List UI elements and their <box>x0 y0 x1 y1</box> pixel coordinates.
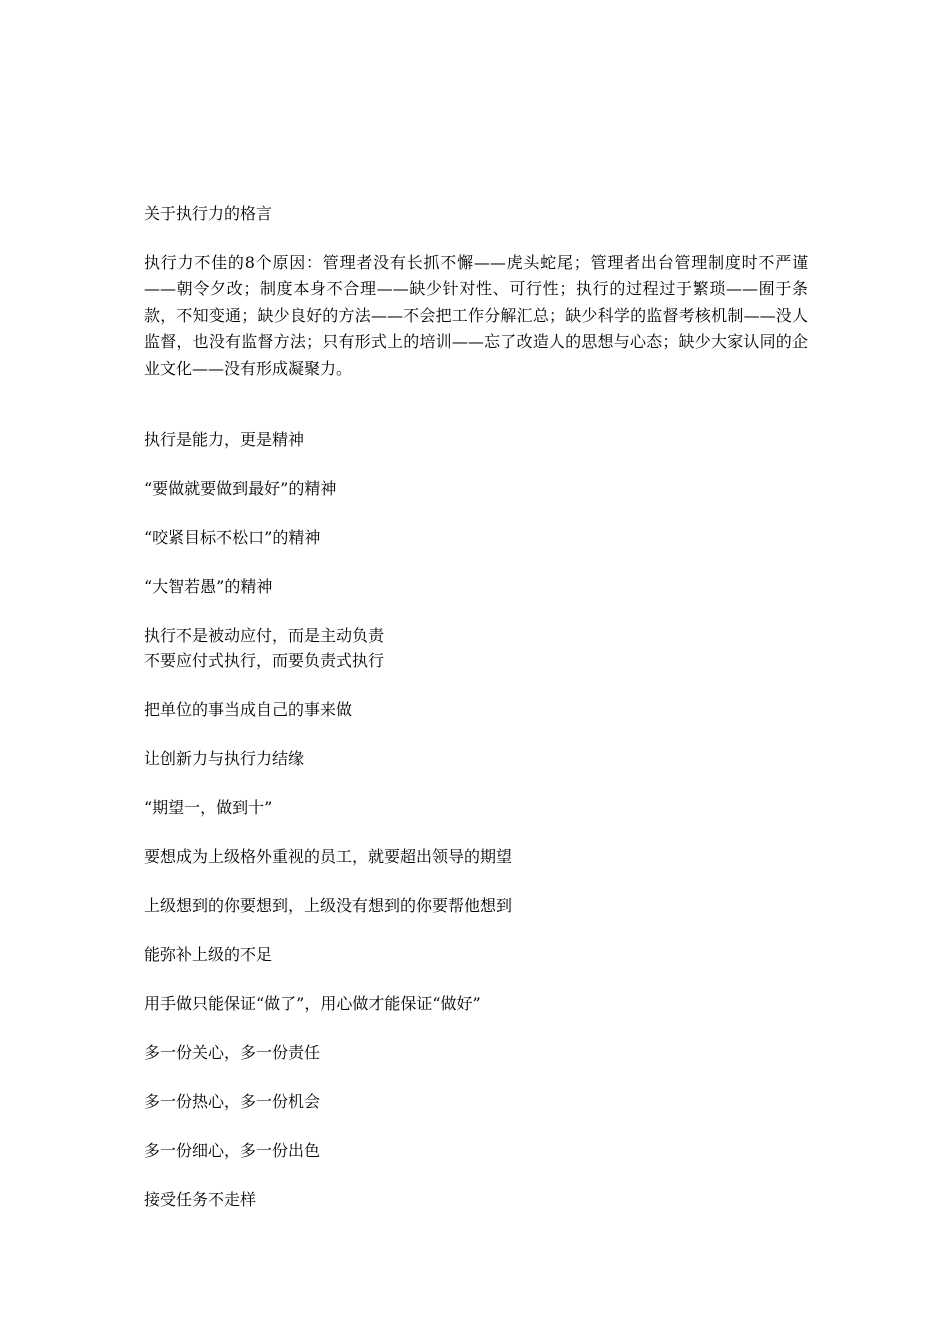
maxim-line: 多一份热心，多一份机会 <box>144 1092 321 1112</box>
document-body <box>144 201 808 1212</box>
maxim-line: 让创新力与执行力结缘 <box>144 749 305 769</box>
maxim-line: 执行是能力，更是精神 <box>144 430 305 450</box>
maxim-line: “咬紧目标不松口”的精神 <box>144 528 321 548</box>
maxim-line: 用手做只能保证“做了”，用心做才能保证“做好” <box>144 994 481 1014</box>
maxim-line: 不要应付式执行，而要负责式执行 <box>144 651 385 671</box>
document-title: 关于执行力的格言 <box>144 204 273 223</box>
maxim-line: “大智若愚”的精神 <box>144 577 273 597</box>
maxim-line: 上级想到的你要想到，上级没有想到的你要帮他想到 <box>144 896 513 916</box>
maxim-line: 把单位的事当成自己的事来做 <box>144 700 353 720</box>
maxim-line: 接受任务不走样 <box>144 1190 257 1210</box>
maxim-line: 多一份关心，多一份责任 <box>144 1043 321 1063</box>
maxim-line: “期望一，做到十” <box>144 798 273 818</box>
maxim-line: 执行不是被动应付，而是主动负责 <box>144 626 385 646</box>
intro-paragraph: 执行力不佳的8个原因：管理者没有长抓不懈——虎头蛇尾；管理者出台管理制度时不严谨——朝令夕改；制度本身不合理——缺少针对性、可行性；执行的过程过于繁琐——囿于条款，不知变通；缺少良好的方法——不会把工作分解汇总；缺少科学的监督考核机制——没人监督，也没有监督方法；只有形式上的培训——忘了改造人的思想与心态；缺少大家认同的企业文化——没有形成凝聚力。 <box>144 253 808 378</box>
maxim-line: 能弥补上级的不足 <box>144 945 273 965</box>
maxim-line: “要做就要做到最好”的精神 <box>144 479 337 499</box>
maxim-line: 要想成为上级格外重视的员工，就要超出领导的期望 <box>144 847 513 867</box>
maxim-line: 多一份细心，多一份出色 <box>144 1141 321 1161</box>
